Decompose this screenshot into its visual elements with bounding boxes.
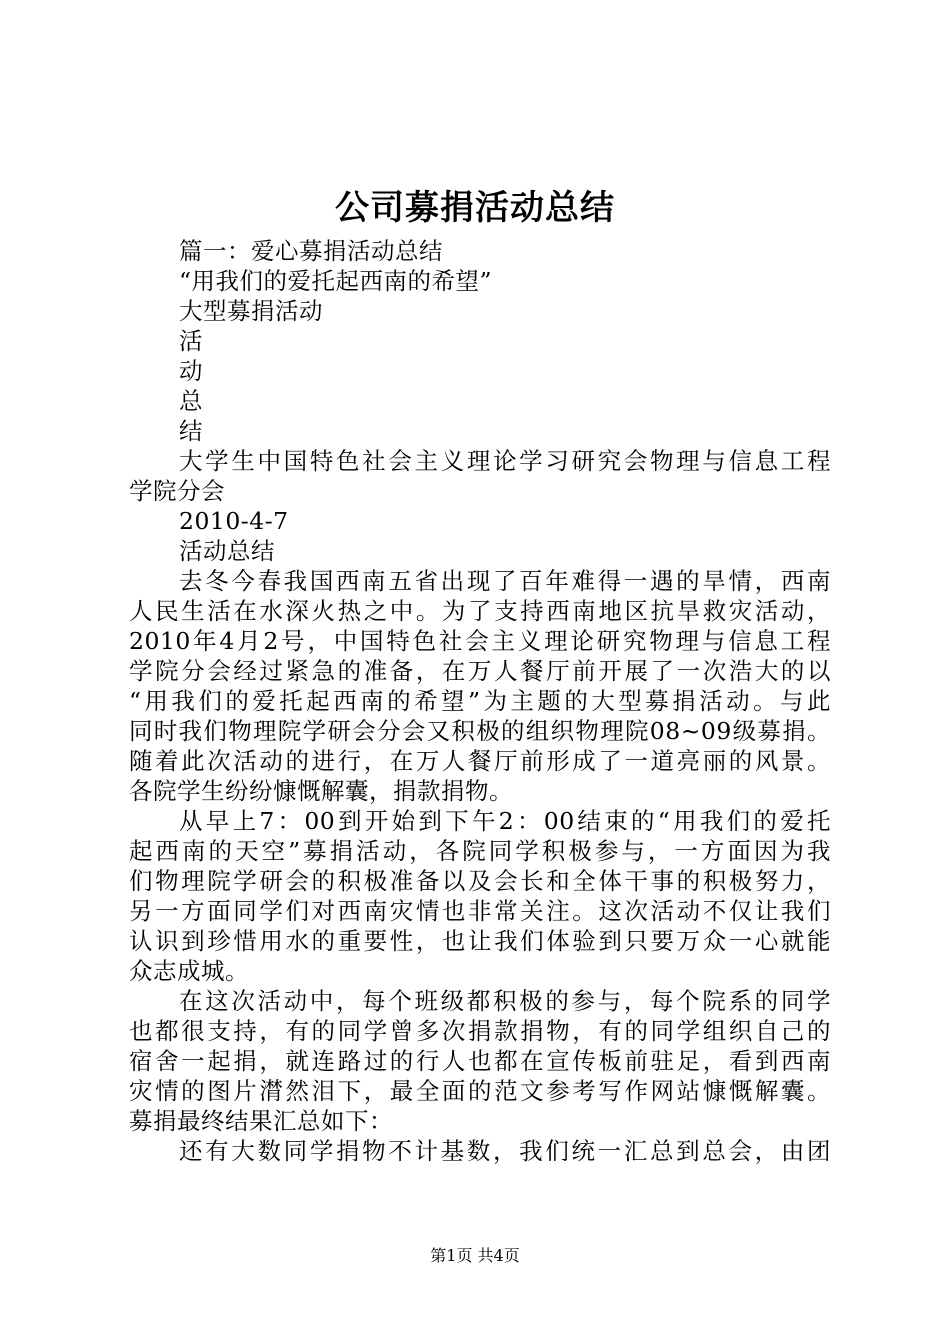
body-line: “用我们的爱托起西南的希望” (179, 267, 493, 295)
body-line: 结 (179, 417, 203, 445)
body-line: 还有大数同学捐物不计基数，我们统一汇总到总会，由团 (179, 1137, 831, 1165)
body-line: 2010-4-7 (179, 507, 289, 535)
body-line: 2010年4月2号，中国特色社会主义理论研究物理与信息工程 (129, 627, 831, 655)
body-line: 活动总结 (179, 537, 275, 565)
body-line: 大学生中国特色社会主义理论学习研究会物理与信息工程 (179, 447, 831, 475)
body-line: 学院分会经过紧急的准备，在万人餐厅前开展了一次浩大的以 (129, 657, 831, 685)
body-line: 随着此次活动的进行，在万人餐厅前形成了一道亮丽的风景。 (129, 747, 831, 775)
body-line: 们物理院学研会的积极准备以及会长和全体干事的积极努力， (129, 867, 831, 895)
body-line: 认识到珍惜用水的重要性，也让我们体验到只要万众一心就能 (129, 927, 831, 955)
body-line: 活 (179, 327, 203, 355)
body-line: 宿舍一起捐，就连路过的行人也都在宣传板前驻足，看到西南 (129, 1047, 831, 1075)
body-line: 从早上7：00到开始到下午2：00结束的“用我们的爱托 (179, 807, 831, 835)
body-line: 各院学生纷纷慷慨解囊，捐款捐物。 (129, 777, 513, 805)
body-line: 在这次活动中，每个班级都积极的参与，每个院系的同学 (179, 987, 831, 1015)
body-line: 灾情的图片潸然泪下，最全面的范文参考写作网站慷慨解囊。 (129, 1077, 831, 1105)
body-line: 总 (179, 387, 203, 415)
body-line: 起西南的天空”募捐活动，各院同学积极参与，一方面因为我 (129, 837, 831, 865)
body-line: 去冬今春我国西南五省出现了百年难得一遇的旱情，西南 (179, 567, 831, 595)
body-line: 动 (179, 357, 203, 385)
page-footer: 第1页 共4页 (430, 1246, 520, 1265)
body-line: 募捐最终结果汇总如下： (129, 1107, 393, 1135)
body-line: “用我们的爱托起西南的希望”为主题的大型募捐活动。与此 (129, 687, 831, 715)
document-body (129, 236, 831, 1166)
body-line: 大型募捐活动 (179, 297, 323, 325)
body-line: 同时我们物理院学研会分会又积极的组织物理院08~09级募捐。 (129, 717, 831, 745)
body-line: 人民生活在水深火热之中。为了支持西南地区抗旱救灾活动， (129, 597, 831, 625)
body-line: 众志成城。 (129, 957, 249, 985)
body-line: 篇一：爱心募捐活动总结 (179, 237, 443, 265)
document-title: 公司募捐活动总结 (335, 188, 615, 228)
body-line: 学院分会 (129, 477, 225, 505)
body-line: 另一方面同学们对西南灾情也非常关注。这次活动不仅让我们 (129, 897, 831, 925)
body-line: 也都很支持，有的同学曾多次捐款捐物，有的同学组织自己的 (129, 1017, 831, 1045)
